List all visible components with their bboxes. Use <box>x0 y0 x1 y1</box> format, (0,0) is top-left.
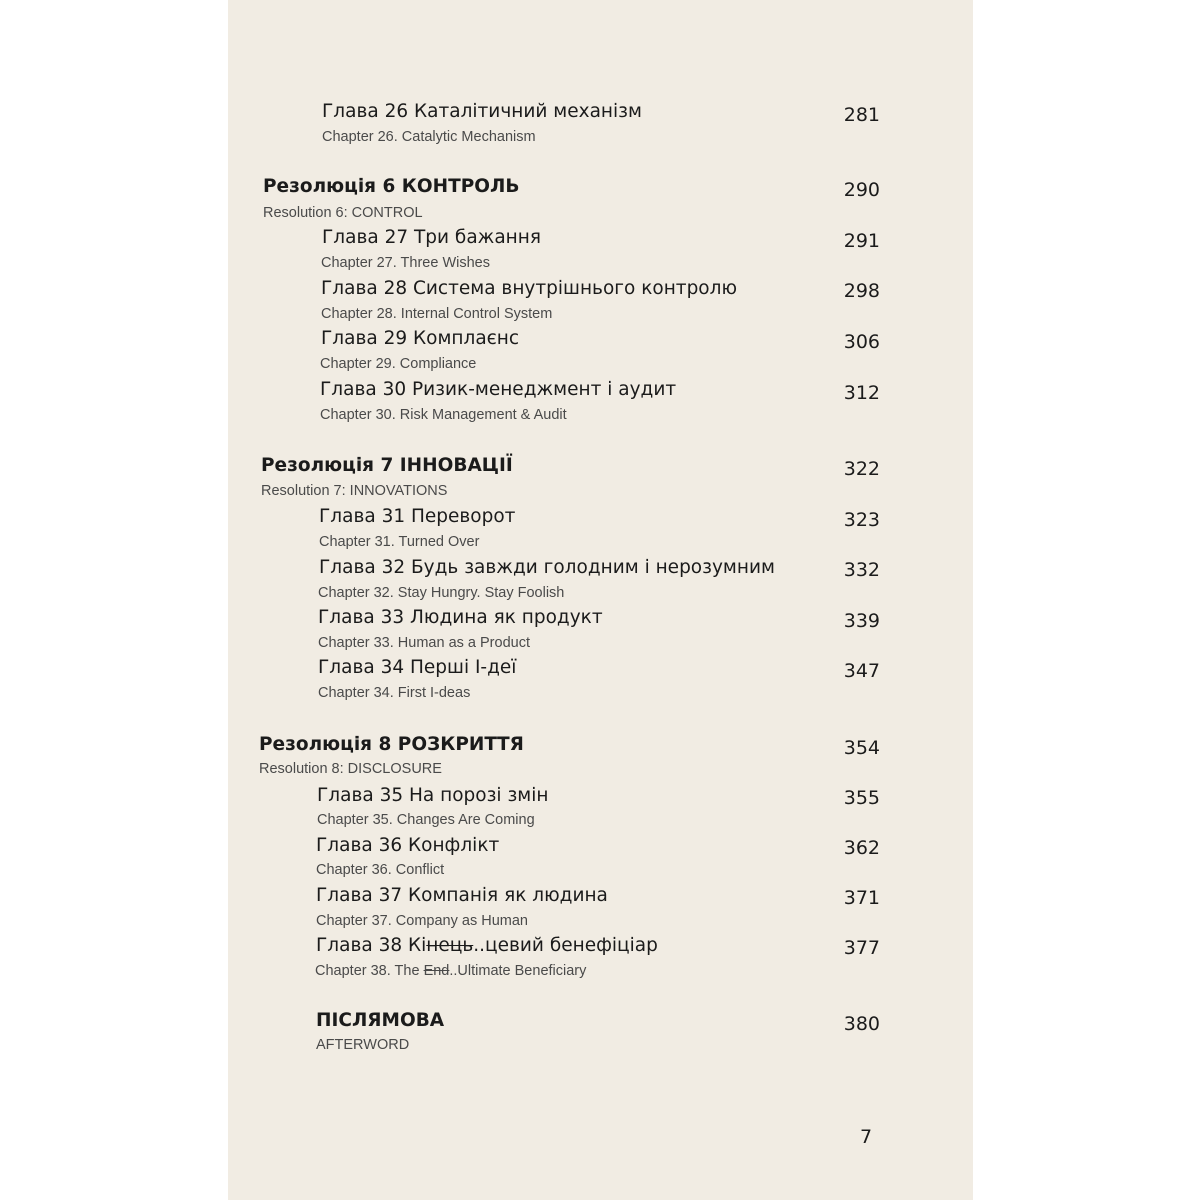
toc-section-subtitle: Resolution 7: INNOVATIONS <box>261 483 448 499</box>
toc-entry-subtitle: Chapter 29. Compliance <box>320 356 477 372</box>
title-part: ..цевий бенефіціар <box>473 935 658 956</box>
toc-entry-title: Глава 35 На порозі змін <box>317 785 549 806</box>
toc-entry-subtitle: Chapter 33. Human as a Product <box>318 635 530 651</box>
subtitle-part: Chapter 38. The <box>315 963 424 979</box>
toc-entry-title <box>316 935 658 956</box>
subtitle-part: ..Ultimate Beneficiary <box>449 963 587 979</box>
toc-page-number: 322 <box>843 458 880 480</box>
toc-entry-subtitle: Chapter 28. Internal Control System <box>321 306 553 322</box>
toc-entry-title: Глава 29 Комплаєнс <box>321 328 520 349</box>
toc-entry-subtitle: Chapter 35. Changes Are Coming <box>317 812 535 828</box>
toc-entry-subtitle: Chapter 27. Three Wishes <box>321 255 490 271</box>
toc-entry-title: Глава 36 Конфлікт <box>316 835 500 856</box>
toc-entry-title: Глава 27 Три бажання <box>322 227 542 248</box>
toc-section-subtitle: Resolution 8: DISCLOSURE <box>259 761 442 777</box>
toc-page-number: 362 <box>843 837 880 859</box>
toc-page-number: 347 <box>843 660 880 682</box>
toc-page-number: 323 <box>843 509 880 531</box>
toc-entry-subtitle: Chapter 34. First I-deas <box>318 685 471 701</box>
page-number: 7 <box>860 1126 873 1148</box>
toc-page-number: 339 <box>843 610 880 632</box>
title-part: Глава 38 Кі <box>316 935 427 956</box>
toc-entry-subtitle <box>315 963 586 979</box>
toc-page-number: 354 <box>843 737 880 759</box>
toc-page-number: 306 <box>843 331 880 353</box>
toc-entry-subtitle: Chapter 31. Turned Over <box>319 534 480 550</box>
toc-entry-title: Глава 28 Система внутрішнього контролю <box>321 278 738 299</box>
toc-entry-title: Глава 31 Переворот <box>319 506 516 527</box>
toc-page-number: 380 <box>843 1013 880 1035</box>
toc-page-number: 377 <box>843 937 880 959</box>
toc-entry-title: Глава 30 Ризик-менеджмент і аудит <box>320 379 677 400</box>
toc-entry-title: Глава 37 Компанія як людина <box>316 885 608 906</box>
toc-section-subtitle: AFTERWORD <box>316 1037 410 1053</box>
toc-section-title: Резолюція 6 КОНТРОЛЬ <box>263 176 520 197</box>
toc-section-title: Резолюція 8 РОЗКРИТТЯ <box>259 734 524 755</box>
toc-entry-subtitle: Chapter 30. Risk Management & Audit <box>320 407 567 423</box>
toc-page-number: 371 <box>843 887 880 909</box>
toc-page-number: 332 <box>843 559 880 581</box>
toc-entry-subtitle: Chapter 37. Company as Human <box>316 913 528 929</box>
toc-entry-title: Глава 32 Будь завжди голодним і нерозумним <box>319 557 775 578</box>
toc-page-number: 290 <box>843 179 880 201</box>
toc-entry-title: Глава 34 Перші І-деї <box>318 657 517 678</box>
toc-section-title: ПІСЛЯМОВА <box>316 1010 445 1031</box>
toc-entry-subtitle: Chapter 32. Stay Hungry. Stay Foolish <box>318 585 565 601</box>
toc-entry-subtitle: Chapter 26. Catalytic Mechanism <box>322 129 536 145</box>
toc-entry-title: Глава 26 Каталітичний механізм <box>322 101 642 122</box>
toc-page-number: 355 <box>843 787 880 809</box>
toc-entry-title: Глава 33 Людина як продукт <box>318 607 603 628</box>
struck-text: нець <box>426 935 474 956</box>
toc-section-title: Резолюція 7 ІННОВАЦІЇ <box>261 455 513 476</box>
toc-page-number: 298 <box>843 280 880 302</box>
toc-page-number: 281 <box>843 104 880 126</box>
toc-section-subtitle: Resolution 6: CONTROL <box>263 205 423 221</box>
toc-page-number: 312 <box>843 382 880 404</box>
struck-text: End <box>423 963 450 979</box>
toc-entry-subtitle: Chapter 36. Conflict <box>316 862 445 878</box>
toc-page-number: 291 <box>843 230 880 252</box>
